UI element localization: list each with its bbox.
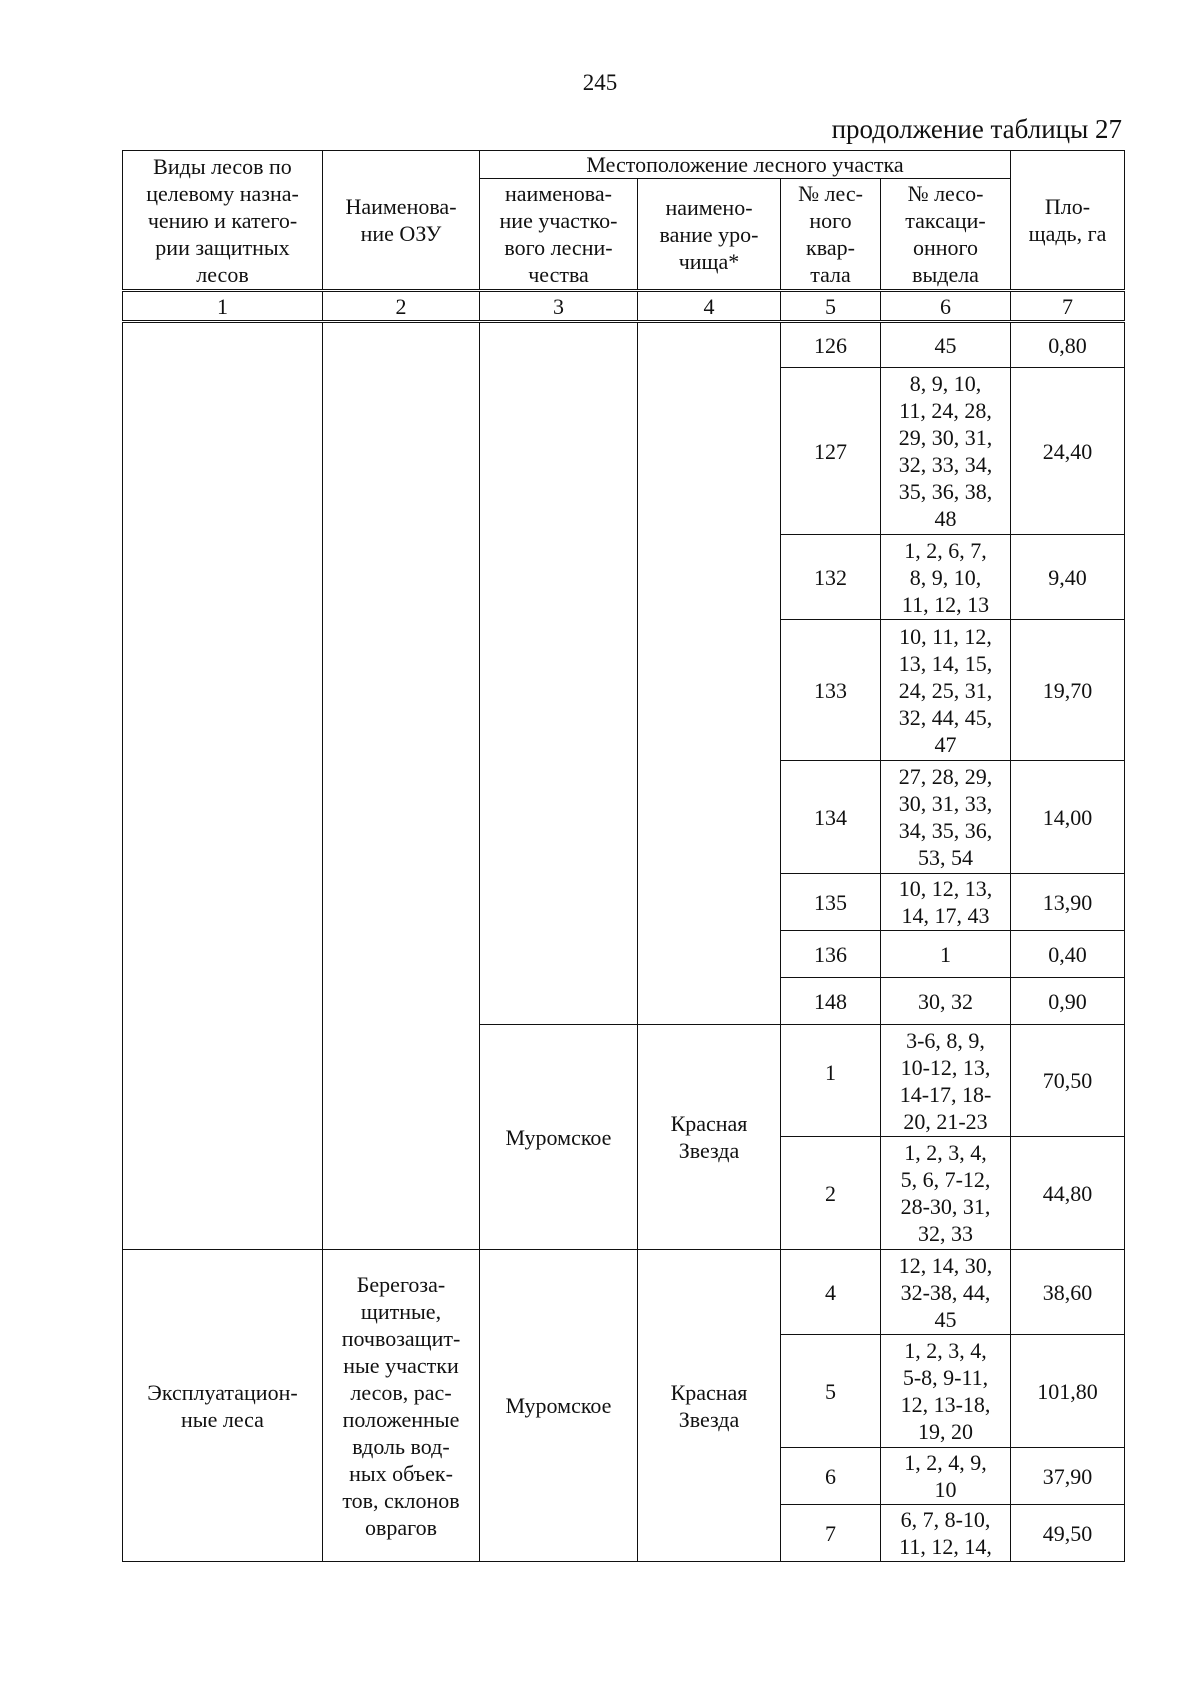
area-cell: 44,80 — [1011, 1137, 1125, 1250]
forest-type-cell: Эксплуатацион- ные леса — [123, 1250, 323, 1562]
quarter-cell: 5 — [781, 1335, 881, 1448]
allotment-cell: 10, 11, 12, 13, 14, 15, 24, 25, 31, 32, 44, 45, 47 — [881, 620, 1011, 761]
allotment-cell: 1, 2, 3, 4, 5, 6, 7-12, 28-30, 31, 32, 33 — [881, 1137, 1011, 1250]
allotment-cell: 1, 2, 3, 4, 5-8, 9-11, 12, 13-18, 19, 20 — [881, 1335, 1011, 1448]
column-number: 1 — [123, 291, 323, 322]
quarter-cell: 134 — [781, 761, 881, 874]
area-cell: 9,40 — [1011, 535, 1125, 620]
quarter-cell: 135 — [781, 874, 881, 931]
column-numbers-row — [123, 291, 1125, 322]
ozu-cell — [323, 322, 480, 1250]
header-area: Пло- щадь, га — [1011, 151, 1125, 291]
area-cell: 49,50 — [1011, 1505, 1125, 1562]
header-quarter-no: № лес- ного квар- тала — [781, 179, 881, 291]
area-cell: 13,90 — [1011, 874, 1125, 931]
allotment-cell: 30, 32 — [881, 978, 1011, 1025]
column-number: 7 — [1011, 291, 1125, 322]
area-cell: 14,00 — [1011, 761, 1125, 874]
header-allotment-no: № лесо- таксаци- онного выдела — [881, 179, 1011, 291]
allotment-cell: 45 — [881, 322, 1011, 368]
table-row — [123, 322, 1125, 368]
quarter-cell: 133 — [781, 620, 881, 761]
district-cell: Муромское — [480, 1250, 638, 1562]
allotment-cell: 6, 7, 8-10, 11, 12, 14, — [881, 1505, 1011, 1562]
area-cell: 19,70 — [1011, 620, 1125, 761]
allotment-cell: 3-6, 8, 9, 10-12, 13, 14-17, 18- 20, 21-23 — [881, 1025, 1011, 1137]
quarter-cell: 148 — [781, 978, 881, 1025]
ozu-cell: Берегоза- щитные, почвозащит- ные участки лесов, рас- положенные вдоль вод- ных объек- тов, склонов оврагов — [323, 1250, 480, 1562]
header-row — [123, 151, 1125, 179]
tract-cell: Красная Звезда — [638, 1025, 781, 1250]
quarter-cell: 2 — [781, 1137, 881, 1250]
column-number: 4 — [638, 291, 781, 322]
allotment-cell: 1 — [881, 931, 1011, 978]
area-cell: 37,90 — [1011, 1448, 1125, 1505]
column-number: 3 — [480, 291, 638, 322]
quarter-cell: 132 — [781, 535, 881, 620]
header-tract-name: наимено- вание уро- чища* — [638, 179, 781, 291]
column-number: 6 — [881, 291, 1011, 322]
tract-cell: Красная Звезда — [638, 1250, 781, 1562]
area-cell: 70,50 — [1011, 1025, 1125, 1137]
page-number: 245 — [582, 70, 618, 95]
header-ozu-name: Наименова- ние ОЗУ — [323, 151, 480, 291]
column-number: 2 — [323, 291, 480, 322]
allotment-cell: 8, 9, 10, 11, 24, 28, 29, 30, 31, 32, 33, 34, 35, 36, 38, 48 — [881, 368, 1011, 535]
district-cell: Муромское — [480, 1025, 638, 1250]
quarter-cell: 7 — [781, 1505, 881, 1562]
quarter-cell: 126 — [781, 322, 881, 368]
header-forest-types: Виды лесов по целевому назна- чению и катего- рии защитных лесов — [123, 151, 323, 291]
table-continuation-label: продолжение таблицы 27 — [831, 114, 1122, 144]
forest-table — [122, 150, 1125, 1562]
area-cell: 0,90 — [1011, 978, 1125, 1025]
area-cell: 101,80 — [1011, 1335, 1125, 1448]
area-cell: 0,40 — [1011, 931, 1125, 978]
tract-cell — [638, 322, 781, 1025]
area-cell: 24,40 — [1011, 368, 1125, 535]
quarter-cell: 4 — [781, 1250, 881, 1335]
area-cell: 0,80 — [1011, 322, 1125, 368]
allotment-cell: 1, 2, 6, 7, 8, 9, 10, 11, 12, 13 — [881, 535, 1011, 620]
quarter-cell: 136 — [781, 931, 881, 978]
header-location-group: Местоположение лесного участка — [480, 151, 1011, 179]
allotment-cell: 10, 12, 13, 14, 17, 43 — [881, 874, 1011, 931]
allotment-cell: 12, 14, 30, 32-38, 44, 45 — [881, 1250, 1011, 1335]
quarter-cell: 1 — [781, 1025, 881, 1137]
quarter-cell: 6 — [781, 1448, 881, 1505]
forest-type-cell — [123, 322, 323, 1250]
quarter-cell: 127 — [781, 368, 881, 535]
header-district-name: наименова- ние участко- вого лесни- чества — [480, 179, 638, 291]
allotment-cell: 1, 2, 4, 9, 10 — [881, 1448, 1011, 1505]
column-number: 5 — [781, 291, 881, 322]
district-cell — [480, 322, 638, 1025]
area-cell: 38,60 — [1011, 1250, 1125, 1335]
allotment-cell: 27, 28, 29, 30, 31, 33, 34, 35, 36, 53, 54 — [881, 761, 1011, 874]
table-row — [123, 1250, 1125, 1335]
